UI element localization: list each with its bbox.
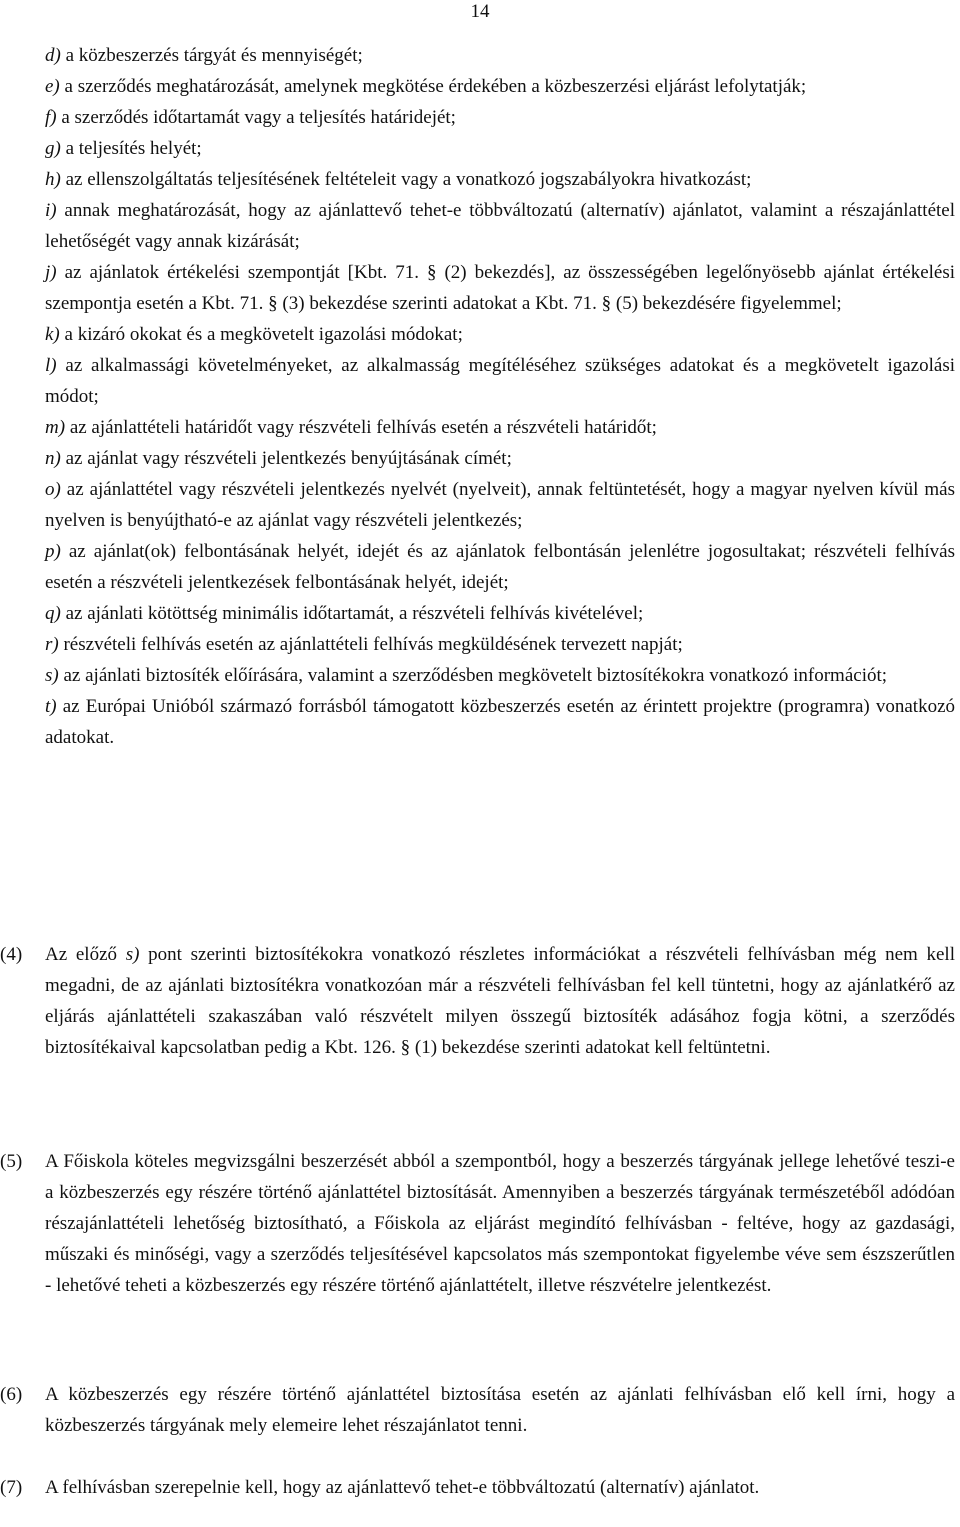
list-item	[45, 412, 955, 443]
paragraph-number: (6)	[0, 1384, 23, 1405]
list-item	[45, 102, 955, 133]
list-item	[45, 195, 955, 257]
list-item	[45, 443, 955, 474]
item-text: az ajánlattételi határidőt vagy részvételi felhívás esetén a részvételi határidőt;	[69, 417, 657, 438]
item-label: n)	[45, 448, 61, 469]
paragraph-4	[0, 939, 955, 1063]
list-item	[45, 536, 955, 598]
item-text: az ajánlattétel vagy részvételi jelentkezés nyelvét (nyelveit), annak feltüntetését, hogy a magyar nyelven kívül más nyelven is benyújtható-e az ajánlat vagy részvételi jelentkezés;	[45, 479, 955, 531]
item-text: az ajánlat vagy részvételi jelentkezés benyújtásának címét;	[65, 448, 512, 469]
list-item	[45, 319, 955, 350]
list-item	[45, 257, 955, 319]
paragraph-body	[0, 939, 955, 1063]
page-number: 14	[470, 1, 490, 22]
list-item	[45, 164, 955, 195]
item-text: a szerződés meghatározását, amelynek megkötése érdekében a közbeszerzési eljárást lefolytatják;	[64, 76, 807, 97]
item-label: h)	[45, 169, 61, 190]
item-text: az Európai Unióból származó forrásból támogatott közbeszerzés esetén az érintett projektre (programra) vonatkozó adatokat.	[45, 696, 955, 748]
item-label: s)	[45, 665, 59, 686]
item-label: l)	[45, 355, 57, 376]
paragraph-text: pont szerinti biztosítékokra vonatkozó részletes információkat a részvételi felhívásban még nem kell megadni, de az ajánlati biztosítékra vonatkozóan már a részvételi felhívásban fel kell tüntetni, hogy az ajánlatkérő az eljárás ajánlattételi szakaszában való részvételt milyen összegű biztosíték adásához fogja kötni, a szerződés biztosítékaival kapcsolatban pedig a Kbt. 126. § (1) bekezdése szerinti adatokat kell feltüntetni.	[45, 944, 955, 1058]
item-text: az ajánlati biztosíték előírására, valamint a szerződésben megkövetelt biztosítékokra vonatkozó információt;	[63, 665, 888, 686]
item-label: m)	[45, 417, 66, 438]
item-label: j)	[45, 262, 57, 283]
item-text: az ellenszolgáltatás teljesítésének feltételeit vagy a vonatkozó jogszabályokra hivatkozást;	[65, 169, 752, 190]
item-text: az ajánlati kötöttség minimális időtartamát, a részvételi felhívás kivételével;	[65, 603, 644, 624]
paragraph-number: (4)	[0, 944, 23, 965]
paragraph-ref: s)	[125, 944, 140, 965]
item-text: a szerződés időtartamát vagy a teljesítés határidejét;	[61, 107, 456, 128]
paragraph-text: A felhívásban szerepelnie kell, hogy az ajánlattevő tehet-e többváltozatú (alternatív) ajánlatot.	[45, 1477, 760, 1498]
list-item	[45, 660, 955, 691]
item-label: f)	[45, 107, 57, 128]
item-text: részvételi felhívás esetén az ajánlattételi felhívás megküldésének tervezett napját;	[63, 634, 683, 655]
item-text: a közbeszerzés tárgyát és mennyiségét;	[65, 45, 363, 66]
list-item	[45, 71, 955, 102]
list-item	[45, 133, 955, 164]
list-item	[45, 691, 955, 753]
item-label: k)	[45, 324, 60, 345]
item-label: t)	[45, 696, 57, 717]
item-label: e)	[45, 76, 60, 97]
item-label: q)	[45, 603, 61, 624]
item-text: a teljesítés helyét;	[65, 138, 202, 159]
item-text: az ajánlatok értékelési szempontját [Kbt. 71. § (2) bekezdés], az összességében legelőnyösebb ajánlat értékelési szempontja esetén a Kbt. 71. § (3) bekezdése szerinti adatokat a Kbt. 71. § (5) bekezdésére figyelemmel;	[45, 262, 956, 314]
item-label: p)	[45, 541, 61, 562]
item-label: d)	[45, 45, 61, 66]
list-item	[45, 350, 955, 412]
list-item	[45, 629, 955, 660]
list-item	[45, 474, 955, 536]
item-label: r)	[45, 634, 59, 655]
item-text: annak meghatározását, hogy az ajánlattevő tehet-e többváltozatú (alternatív) ajánlatot, valamint a részajánlattétel lehetőségét vagy annak kizárását;	[45, 200, 956, 252]
paragraph-5	[0, 1146, 955, 1301]
paragraph-number: (5)	[0, 1151, 23, 1172]
item-text: az alkalmassági követelményeket, az alkalmasság megítéléséhez szükséges adatokat és a megkövetelt igazolási módot;	[45, 355, 955, 407]
item-label: o)	[45, 479, 61, 500]
list-item	[45, 40, 955, 71]
enumerated-list	[45, 40, 955, 753]
paragraph-pre-text: Az előző	[45, 944, 117, 965]
paragraph-7	[0, 1472, 955, 1503]
item-text: a kizáró okokat és a megkövetelt igazolási módokat;	[64, 324, 463, 345]
paragraph-6	[0, 1379, 955, 1441]
paragraph-text: A Főiskola köteles megvizsgálni beszerzését abból a szempontból, hogy a beszerzés tárgyának jellege lehetővé teszi-e a közbeszerzés egy részére történő ajánlattétel biztosítását. Amennyiben a beszerzés tárgyának természetéből adódóan részajánlattételi lehetőség biztosítható, a Főiskola az eljárást megindító felhívásban - feltéve, hogy az gazdasági, műszaki és minőségi, vagy a szerződés teljesítésével kapcsolatos más szempontokat figyelembe véve sem észszerűtlen - lehetővé teheti a közbeszerzés egy részére történő ajánlattételt, illetve részvételre jelentkezést.	[45, 1151, 955, 1296]
paragraph-number: (7)	[0, 1477, 23, 1498]
paragraph-body	[0, 1379, 955, 1441]
list-item	[45, 598, 955, 629]
paragraph-body	[0, 1146, 955, 1301]
item-text: az ajánlat(ok) felbontásának helyét, idejét és az ajánlatok felbontásán jelenlétre jogosultakat; részvételi felhívás esetén a részvételi jelentkezések felbontásának helyét, idejét;	[45, 541, 956, 593]
item-label: g)	[45, 138, 61, 159]
item-label: i)	[45, 200, 57, 221]
paragraph-text: A közbeszerzés egy részére történő ajánlattétel biztosítása esetén az ajánlati felhívásban elő kell írni, hogy a közbeszerzés tárgyának mely elemeire lehet részajánlatot tenni.	[45, 1384, 955, 1436]
paragraph-body	[0, 1472, 955, 1503]
